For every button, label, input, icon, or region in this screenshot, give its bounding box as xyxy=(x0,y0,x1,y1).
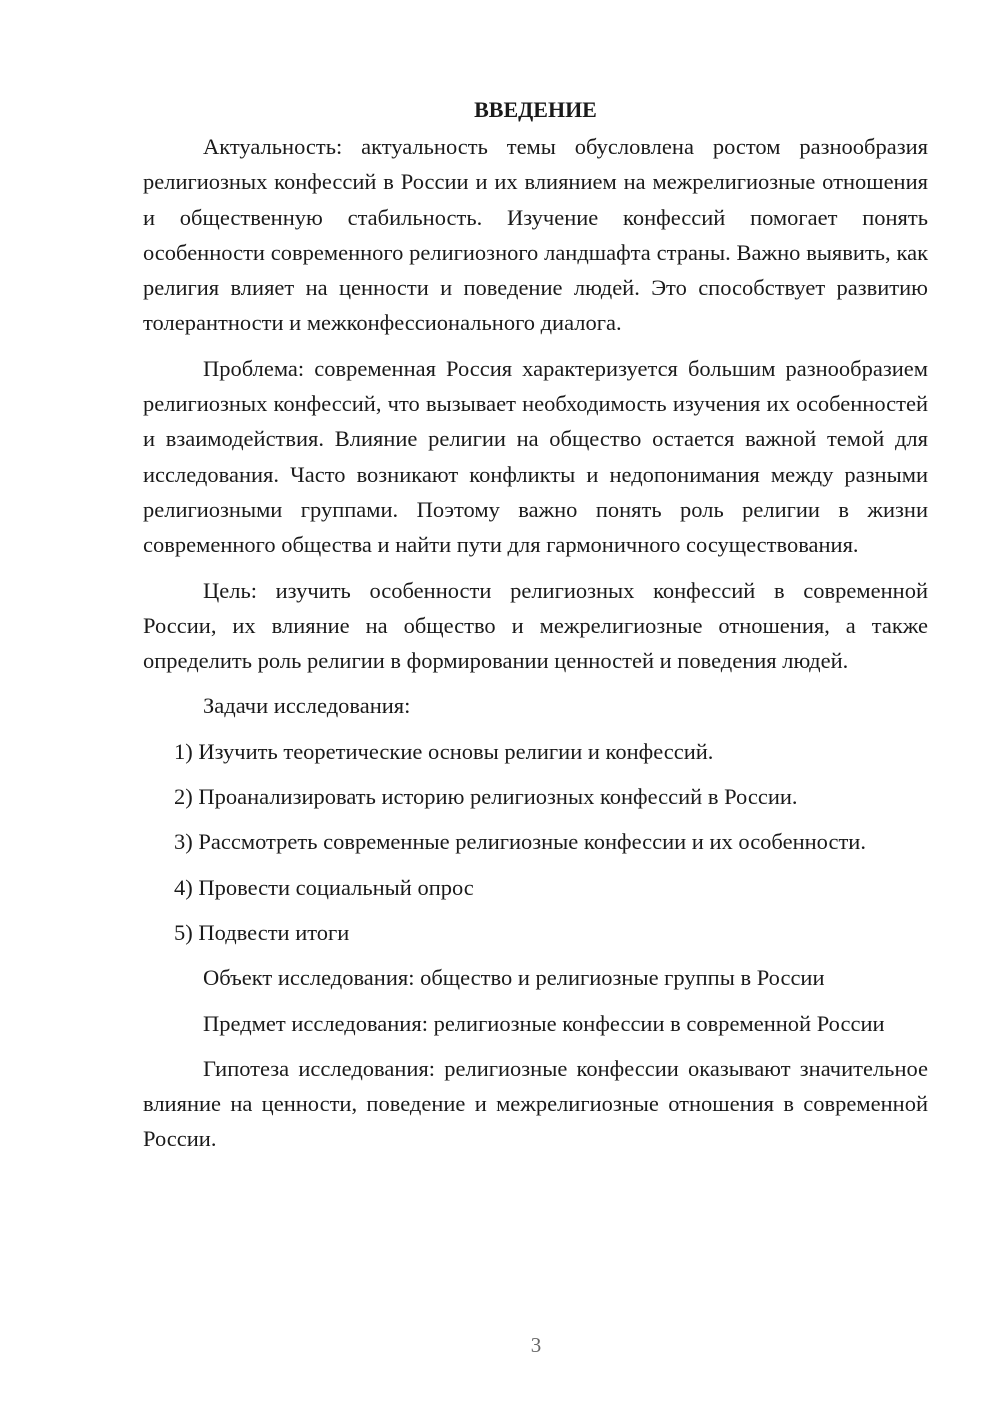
tasks-heading: Задачи исследования: xyxy=(203,693,411,719)
object-paragraph: Объект исследования: общество и религиозные группы в России xyxy=(203,965,825,991)
page-number: 3 xyxy=(530,1333,542,1357)
task-item-4: 4) Провести социальный опрос xyxy=(174,874,474,900)
goal-paragraph: Цель: изучить особенности религиозных конфессий в современной России, их влияние на общество и межрелигиозные отношения, а также определить роль религии в формировании ценностей и поведения людей. xyxy=(143,577,928,674)
section-heading: ВВЕДЕНИЕ xyxy=(474,97,597,122)
task-item-5: 5) Подвести итоги xyxy=(174,919,350,945)
task-item-2: 2) Проанализировать историю религиозных конфессий в России. xyxy=(174,784,798,810)
subject-paragraph: Предмет исследования: религиозные конфессии в современной России xyxy=(203,1010,885,1036)
problem-paragraph: Проблема: современная Россия характеризуется большим разнообразием религиозных конфессий, что вызывает необходимость изучения их особенностей и взаимодействия. Влияние религии на общество остается важной темой для исследования. Часто возникают конфликты и недопонимания между разными религиозными группами. Поэтому важно понять роль религии в жизни современного общества и найти пути для гармоничного сосуществования. xyxy=(143,355,928,558)
hypothesis-paragraph: Гипотеза исследования: религиозные конфессии оказывают значительное влияние на ценности, поведение и межрелигиозные отношения в современной России. xyxy=(143,1055,928,1152)
relevance-paragraph: Актуальность: актуальность темы обусловлена ростом разнообразия религиозных конфессий в России и их влиянием на межрелигиозные отношения и общественную стабильность. Изучение конфессий помогает понять особенности современного религиозного ландшафта страны. Важно выявить, как религия влияет на ценности и поведение людей. Это способствует развитию толерантности и межконфессионального диалога. xyxy=(143,134,928,336)
document-page xyxy=(143,92,928,1167)
task-item-1: 1) Изучить теоретические основы религии и конфессий. xyxy=(174,738,714,764)
task-item-3: 3) Рассмотреть современные религиозные конфессии и их особенности. xyxy=(174,829,866,855)
